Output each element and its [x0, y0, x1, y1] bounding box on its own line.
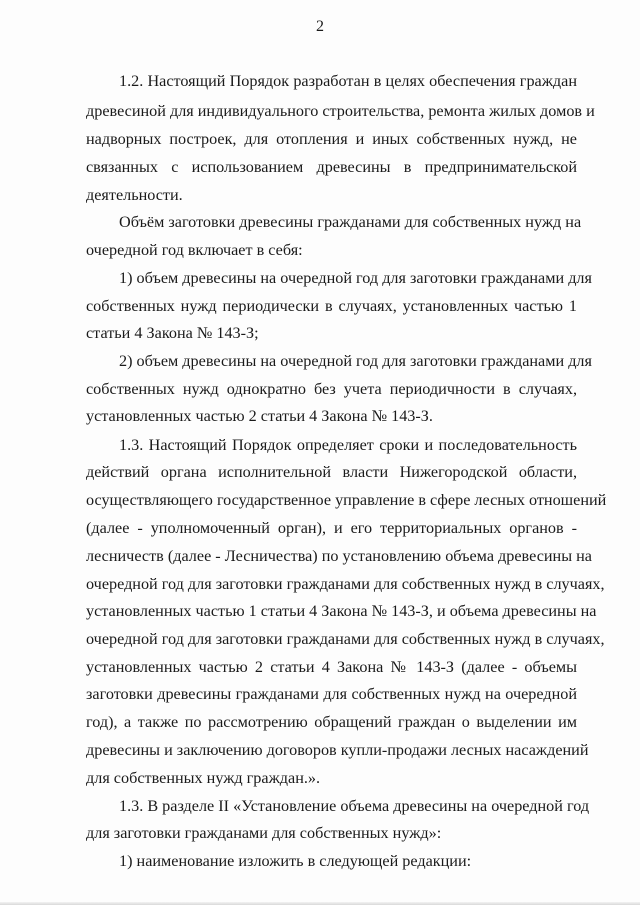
text-line: для заготовки гражданами для собственных нужд»:: [86, 824, 442, 842]
text-line: установленных частью 2 статьи 4 Закона № 143-З (далее - объемы: [86, 658, 577, 676]
text-line: год), а также по рассмотрению обращений граждан о выделении им: [86, 713, 577, 731]
text-line: действий органа исполнительной власти Нижегородской области,: [86, 463, 577, 481]
text-line: установленных частью 1 статьи 4 Закона № 143-З, и объема древесины на: [86, 602, 597, 620]
text-line: 1.2. Настоящий Порядок разработан в целях обеспечения граждан: [119, 72, 577, 90]
text-line: 1.3. Настоящий Порядок определяет сроки и последовательность: [119, 436, 577, 454]
text-line: 1) наименование изложить в следующей редакции:: [119, 852, 472, 870]
text-line: установленных частью 2 статьи 4 Закона № 143-З.: [86, 407, 433, 425]
text-line: очередной год включает в себя:: [86, 241, 303, 259]
text-line: древесины и заключению договоров купли-продажи лесных насаждений: [86, 741, 589, 759]
text-line: осуществляющего государственное управление в сфере лесных отношений: [86, 491, 607, 509]
text-line: надворных построек, для отопления и иных собственных нужд, не: [86, 130, 577, 148]
page-number: 2: [316, 18, 324, 35]
text-line: очередной год для заготовки гражданами для собственных нужд в случаях,: [86, 575, 605, 593]
text-line: древесиной для индивидуального строительства, ремонта жилых домов и: [86, 102, 595, 120]
text-line: 1) объем древесины на очередной год для заготовки гражданами для: [119, 269, 592, 287]
text-line: очередной год для заготовки гражданами для собственных нужд в случаях,: [86, 630, 605, 648]
text-line: статьи 4 Закона № 143-З;: [86, 324, 259, 342]
text-line: 2) объем древесины на очередной год для заготовки гражданами для: [119, 352, 592, 370]
text-line: (далее - уполномоченный орган), и его территориальных органов -: [86, 519, 577, 537]
text-line: для собственных нужд граждан.».: [86, 769, 321, 787]
text-line: собственных нужд периодически в случаях, установленных частью 1: [86, 297, 577, 315]
text-line: деятельности.: [86, 186, 183, 204]
text-line: 1.3. В разделе II «Установление объема древесины на очередной год: [119, 797, 590, 815]
text-line: Объём заготовки древесины гражданами для собственных нужд на: [119, 213, 582, 231]
text-line: собственных нужд однократно без учета периодичности в случаях,: [86, 380, 577, 398]
text-line: лесничеств (далее - Лесничества) по установлению объема древесины на: [86, 547, 592, 565]
text-line: заготовки древесины гражданами для собственных нужд на очередной: [86, 685, 577, 703]
text-line: связанных с использованием древесины в предпринимательской: [86, 158, 577, 176]
